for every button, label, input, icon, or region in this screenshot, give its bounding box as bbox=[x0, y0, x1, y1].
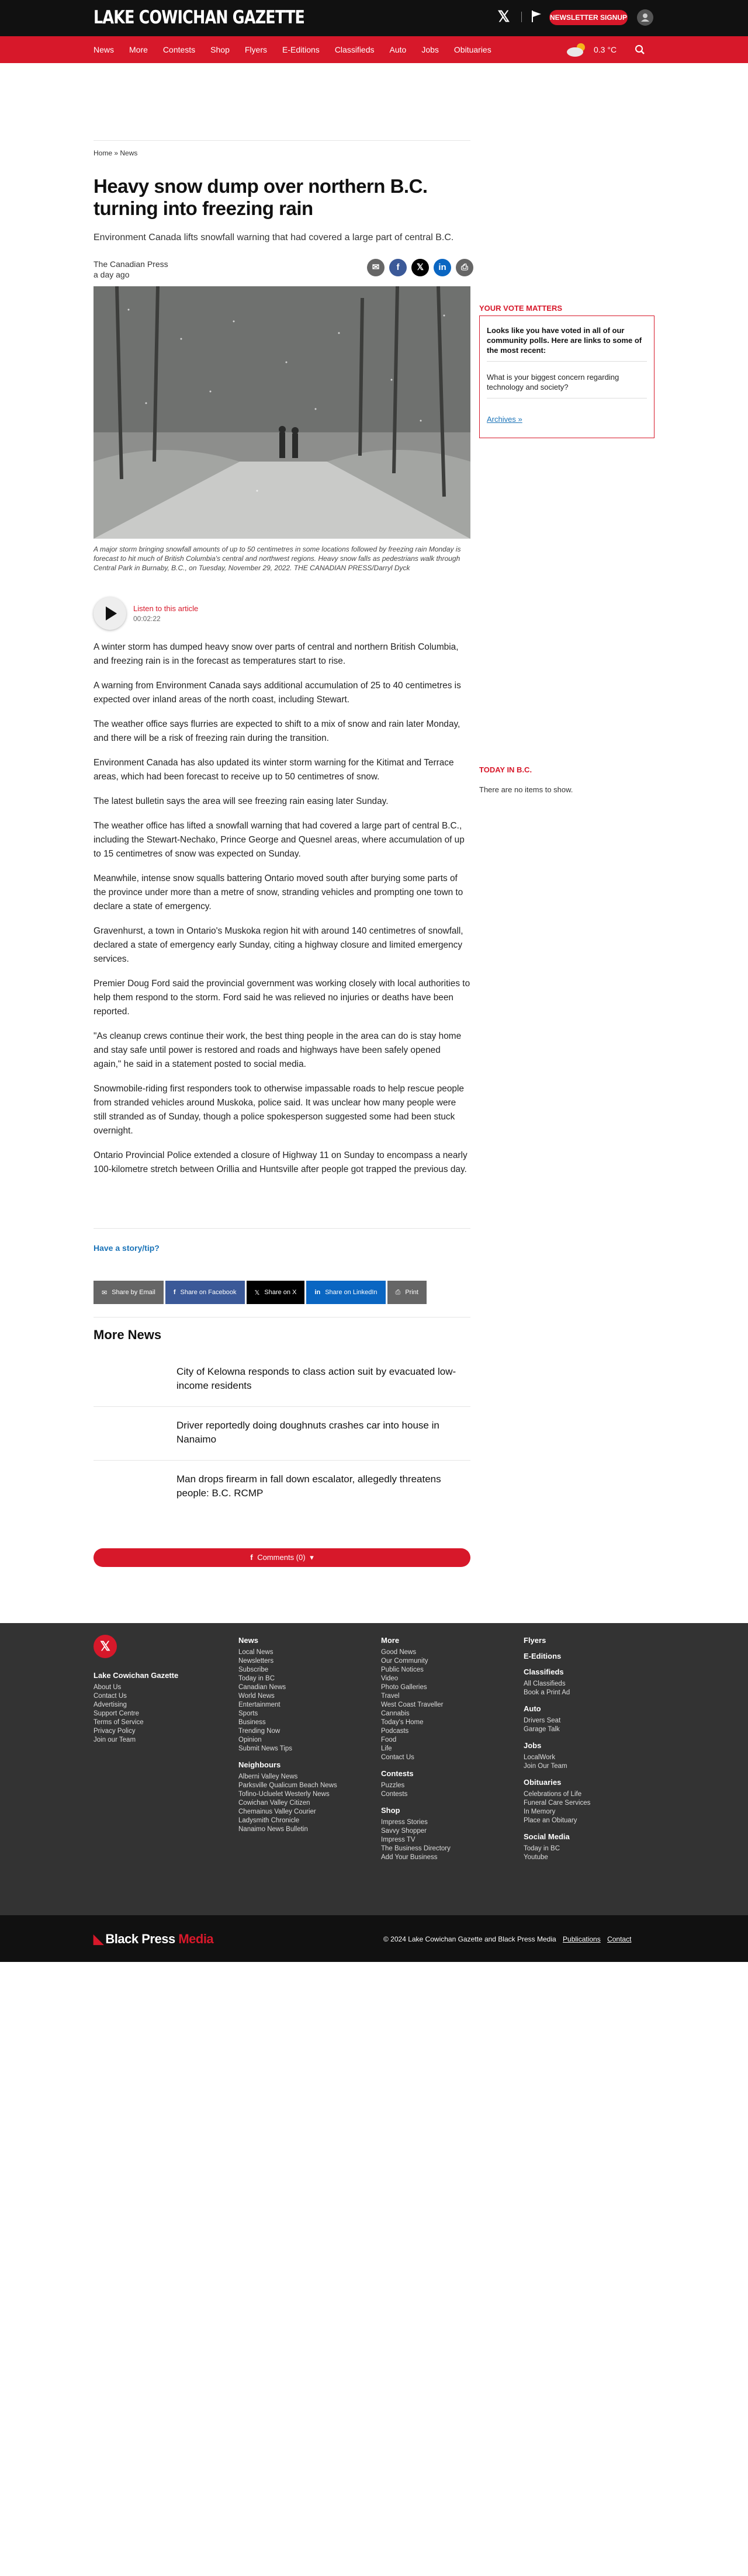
email-share-icon[interactable]: ✉ bbox=[367, 259, 385, 276]
poll-widget bbox=[479, 316, 654, 438]
contact-link[interactable]: Contact bbox=[607, 1935, 632, 1943]
more-news-item[interactable] bbox=[94, 1353, 470, 1407]
more-news-thumbnail[interactable] bbox=[94, 1360, 164, 1400]
listen-duration: 00:02:22 bbox=[133, 615, 161, 623]
more-news-thumbnail[interactable] bbox=[94, 1414, 164, 1454]
linkedin-share-icon[interactable]: in bbox=[434, 259, 451, 276]
footer bbox=[0, 1623, 748, 1915]
footer-link[interactable]: Local News bbox=[238, 1649, 273, 1656]
footer-col-more bbox=[381, 1636, 451, 1862]
footer-link[interactable]: Good News bbox=[381, 1649, 417, 1656]
paragraph: Gravenhurst, a town in Ontario's Muskoka region hit with around 140 centimetres of snowfall, declared a state of emergency early Sunday, citing a highway closure and limited emergency services. bbox=[94, 926, 463, 964]
footer-link[interactable]: Food bbox=[381, 1736, 397, 1743]
footer-link[interactable]: Photo Galleries bbox=[381, 1684, 427, 1691]
facebook-icon: f bbox=[173, 1289, 176, 1296]
footer-link[interactable]: Contact Us bbox=[381, 1754, 414, 1761]
more-news-headline[interactable]: Driver reportedly doing doughnuts crashes car into house in Nanaimo bbox=[176, 1420, 439, 1445]
footer-link[interactable]: Cowichan Valley Citizen bbox=[238, 1800, 310, 1807]
publications-link[interactable]: Publications bbox=[563, 1935, 601, 1943]
share-email-button[interactable]: ✉ Share by Email bbox=[94, 1281, 164, 1304]
nav-jobs[interactable]: Jobs bbox=[421, 45, 439, 54]
more-news-item[interactable] bbox=[94, 1407, 470, 1461]
article-photo[interactable] bbox=[94, 286, 470, 539]
share-bar bbox=[94, 1281, 428, 1304]
more-news-item[interactable] bbox=[94, 1461, 470, 1514]
footer-link[interactable]: Today in BC bbox=[524, 1845, 560, 1852]
footer-link[interactable]: Join our Team bbox=[94, 1736, 136, 1743]
facebook-share-icon[interactable]: f bbox=[389, 259, 407, 276]
weather-widget[interactable] bbox=[565, 41, 617, 58]
divider bbox=[521, 12, 522, 22]
footer-link[interactable]: Podcasts bbox=[381, 1728, 409, 1735]
footer-col-site bbox=[94, 1671, 178, 1745]
footer-link[interactable]: Privacy Policy bbox=[94, 1728, 136, 1735]
footer-link[interactable]: Advertising bbox=[94, 1701, 127, 1708]
photo-caption: A major storm bringing snowfall amounts of up to 50 centimetres in some locations followed by freezing rain Monday is forecast to hit much of British Columbia's central and northwest regions. Heavy snow falls as pedestrians walk through Central Park in Burnaby, B.C., on Tuesday, November 29, 2022. THE CANADIAN PRESS/Darryl Dyck bbox=[94, 545, 461, 572]
footer-link[interactable]: Life bbox=[381, 1745, 392, 1752]
facebook-icon: f bbox=[250, 1553, 253, 1562]
footer-link[interactable]: Join Our Team bbox=[524, 1763, 567, 1770]
footer-link[interactable]: Youtube bbox=[524, 1854, 548, 1861]
footer-link[interactable]: Support Centre bbox=[94, 1710, 139, 1717]
paragraph: Snowmobile-riding first responders took to otherwise impassable roads to help rescue people from stranded vehicles around Muskoka, police said. It was unclear how many people were still stranded as of Sunday, though a police spokesperson suggested some had been stuck overnight. bbox=[94, 1084, 464, 1136]
publish-time: a day ago bbox=[94, 270, 130, 279]
chevron-down-icon: ▾ bbox=[310, 1553, 314, 1562]
paragraph: A winter storm has dumped heavy snow over parts of central and northern British Columbia, and freezing rain is in the forecast as temperatures start to rise. bbox=[94, 642, 459, 666]
footer-heading[interactable]: More bbox=[381, 1636, 400, 1645]
nav-classifieds[interactable]: Classifieds bbox=[334, 45, 375, 54]
author[interactable]: The Canadian Press bbox=[94, 259, 168, 269]
footer-heading[interactable]: Social Media bbox=[524, 1832, 570, 1841]
footer-link[interactable]: Our Community bbox=[381, 1658, 428, 1665]
footer-link[interactable]: Impress Stories bbox=[381, 1819, 428, 1826]
copyright-text: © 2024 Lake Cowichan Gazette and Black Press Media bbox=[383, 1935, 556, 1943]
footer-heading[interactable]: Neighbours bbox=[238, 1760, 281, 1769]
footer-link[interactable]: Public Notices bbox=[381, 1666, 424, 1673]
archives-link[interactable]: Archives » bbox=[487, 415, 522, 424]
x-share-icon[interactable]: 𝕏 bbox=[411, 259, 429, 276]
footer-link[interactable]: Trending Now bbox=[238, 1728, 280, 1735]
footer-heading[interactable]: Flyers bbox=[524, 1636, 546, 1645]
footer-link[interactable]: In Memory bbox=[524, 1808, 556, 1815]
footer-link[interactable]: West Coast Traveller bbox=[381, 1701, 444, 1708]
search-icon[interactable] bbox=[635, 44, 645, 55]
breadcrumb-news[interactable]: News bbox=[120, 149, 138, 157]
footer-link[interactable]: Contests bbox=[381, 1791, 408, 1798]
footer-heading[interactable]: Classifieds bbox=[524, 1667, 564, 1676]
main-nav bbox=[0, 36, 748, 63]
footer-link[interactable]: Funeral Care Services bbox=[524, 1800, 591, 1807]
nav-flyers[interactable]: Flyers bbox=[244, 45, 267, 54]
footer-link[interactable]: Cannabis bbox=[381, 1710, 410, 1717]
footer-link[interactable]: Add Your Business bbox=[381, 1854, 438, 1861]
paragraph: Ontario Provincial Police extended a closure of Highway 11 on Sunday to encompass a nearly 100-kilometre stretch between Orillia and Huntsville after people got trapped the previous day. bbox=[94, 1150, 468, 1174]
newsletter-flag-icon bbox=[531, 9, 543, 23]
poll-intro: Looks like you have voted in all of our community polls. Here are links to some of the most recent: bbox=[487, 326, 642, 355]
more-news-headline[interactable]: City of Kelowna responds to class action suit by evacuated low-income residents bbox=[176, 1366, 456, 1391]
byline bbox=[94, 259, 168, 280]
nav-contests[interactable]: Contests bbox=[162, 45, 196, 54]
black-press-media-logo[interactable]: ◣ Black Press Media bbox=[94, 1932, 214, 1946]
cloudy-weather-icon bbox=[565, 41, 590, 58]
footer-link[interactable]: Submit News Tips bbox=[238, 1745, 293, 1752]
newsletter-signup-button[interactable]: NEWSLETTER SIGNUP bbox=[549, 10, 628, 25]
comments-button[interactable]: f Comments (0) ▾ bbox=[94, 1548, 470, 1567]
footer-link[interactable]: Subscribe bbox=[238, 1666, 269, 1673]
bottom-bar bbox=[0, 1915, 748, 1962]
breadcrumb-home[interactable]: Home bbox=[94, 149, 113, 157]
site-logo-icon[interactable]: 𝕏 bbox=[94, 1635, 117, 1658]
listen-label: Listen to this article bbox=[133, 604, 199, 613]
bpm-chevron-icon: ◣ bbox=[94, 1932, 103, 1946]
vote-heading: YOUR VOTE MATTERS bbox=[479, 304, 563, 313]
footer-heading[interactable]: Obituaries bbox=[524, 1778, 562, 1787]
footer-link[interactable]: Video bbox=[381, 1675, 399, 1682]
linkedin-icon: in bbox=[314, 1289, 321, 1296]
paragraph: Environment Canada has also updated its winter storm warning for the Kitimat and Terrace areas, which had been forecast to receive up to 50 centimetres of snow. bbox=[94, 758, 454, 782]
footer-col-flyers bbox=[524, 1636, 590, 1862]
nav-auto[interactable]: Auto bbox=[389, 45, 407, 54]
today-in-bc-heading: TODAY IN B.C. bbox=[479, 765, 532, 774]
article-title: Heavy snow dump over northern B.C. turning into freezing rain bbox=[94, 175, 428, 219]
paragraph: The weather office says flurries are expected to shift to a mix of snow and rain later Monday, and there will be a risk of freezing rain during the transition. bbox=[94, 719, 460, 743]
footer-heading[interactable]: Shop bbox=[381, 1806, 400, 1815]
footer-heading[interactable]: E-Editions bbox=[524, 1652, 562, 1660]
weather-temp: 0.3 °C bbox=[594, 45, 617, 54]
more-news-title: More News bbox=[94, 1327, 162, 1342]
today-empty-message: There are no items to show. bbox=[479, 785, 573, 794]
nav-obituaries[interactable]: Obituaries bbox=[453, 45, 491, 54]
footer-link[interactable]: Canadian News bbox=[238, 1684, 286, 1691]
share-linkedin-button[interactable]: in Share on LinkedIn bbox=[306, 1281, 385, 1304]
footer-link[interactable]: Opinion bbox=[238, 1736, 262, 1743]
footer-link[interactable]: Travel bbox=[381, 1693, 400, 1700]
footer-link[interactable]: Ladysmith Chronicle bbox=[238, 1817, 300, 1824]
footer-link[interactable]: About Us bbox=[94, 1684, 122, 1691]
breadcrumb bbox=[94, 149, 470, 158]
footer-link[interactable]: Drivers Seat bbox=[524, 1717, 561, 1724]
audio-player[interactable] bbox=[94, 597, 269, 630]
footer-site-name[interactable]: Lake Cowichan Gazette bbox=[94, 1671, 179, 1680]
footer-link[interactable]: Puzzles bbox=[381, 1782, 405, 1789]
share-icons-top bbox=[362, 259, 473, 276]
footer-heading[interactable]: Auto bbox=[524, 1704, 541, 1713]
x-icon: 𝕏 bbox=[254, 1289, 260, 1296]
breadcrumb-separator: » bbox=[114, 149, 119, 157]
footer-link[interactable]: Newsletters bbox=[238, 1658, 274, 1665]
nav-more[interactable]: More bbox=[129, 45, 148, 54]
play-icon bbox=[94, 597, 126, 630]
nav-shop[interactable]: Shop bbox=[210, 45, 230, 54]
footer-link[interactable]: Book a Print Ad bbox=[524, 1689, 570, 1696]
footer-link[interactable]: Savvy Shopper bbox=[381, 1828, 427, 1835]
paragraph: The weather office has lifted a snowfall warning that had covered a large part of central B.C., including the Stewart-Nechako, Prince George and Quesnel areas, where accumulation of up to 15 centimetres of snow was expected on Sunday. bbox=[94, 821, 465, 859]
poll-question-link[interactable]: What is your biggest concern regarding technology and society? bbox=[487, 373, 619, 391]
footer-link[interactable]: Sports bbox=[238, 1710, 258, 1717]
footer-link[interactable]: Garage Talk bbox=[524, 1726, 560, 1733]
print-icon: ⎙ bbox=[395, 1288, 401, 1296]
paragraph: "As cleanup crews continue their work, the best thing people in the area can do is stay home and stay safe until power is restored and roads and highways have been safely opened again," he said in a statement posted to social media. bbox=[94, 1031, 462, 1069]
story-tip-link[interactable]: Have a story/tip? bbox=[94, 1243, 160, 1253]
divider bbox=[94, 140, 470, 141]
print-button[interactable]: ⎙ Print bbox=[387, 1281, 427, 1304]
footer-link[interactable]: Nanaimo News Bulletin bbox=[238, 1826, 308, 1833]
play-button[interactable] bbox=[94, 597, 126, 630]
paragraph: The latest bulletin says the area will see freezing rain easing later Sunday. bbox=[94, 796, 389, 806]
footer-link[interactable]: World News bbox=[238, 1693, 275, 1700]
paragraph: Meanwhile, intense snow squalls battering Ontario moved south after burying some parts of the province under more than a metre of snow, stranding vehicles and prompting one town to declare a state of emergency. bbox=[94, 873, 463, 911]
article-subtitle: Environment Canada lifts snowfall warning that had covered a large part of central B.C. bbox=[94, 233, 454, 242]
footer-link[interactable]: Entertainment bbox=[238, 1701, 280, 1708]
nav-e-editions[interactable]: E-Editions bbox=[282, 45, 320, 54]
paragraph: Premier Doug Ford said the provincial government was working closely with local authorities to help them respond to the storm. Ford said he was relieved no injuries or deaths have been reported. bbox=[94, 979, 470, 1017]
divider bbox=[487, 361, 647, 362]
user-account-icon[interactable] bbox=[637, 9, 653, 26]
footer-link[interactable]: Today's Home bbox=[381, 1719, 424, 1726]
divider bbox=[94, 1317, 470, 1318]
footer-link[interactable]: Terms of Service bbox=[94, 1719, 144, 1726]
footer-link[interactable]: Place an Obituary bbox=[524, 1817, 577, 1824]
footer-col-news bbox=[238, 1636, 337, 1834]
x-social-icon[interactable]: 𝕏 bbox=[497, 8, 510, 25]
footer-link[interactable]: Tofino-Ucluelet Westerly News bbox=[238, 1791, 330, 1798]
site-logo[interactable]: LAKE COWICHAN GAZETTE bbox=[94, 7, 305, 28]
print-icon[interactable]: ⎙ bbox=[456, 259, 473, 276]
divider bbox=[94, 1228, 470, 1229]
footer-link[interactable]: The Business Directory bbox=[381, 1845, 451, 1852]
footer-heading[interactable]: Contests bbox=[381, 1769, 414, 1778]
footer-heading[interactable]: Jobs bbox=[524, 1741, 542, 1750]
more-news-headline[interactable]: Man drops firearm in fall down escalator, allegedly threatens people: B.C. RCMP bbox=[176, 1474, 441, 1499]
email-icon: ✉ bbox=[102, 1289, 108, 1296]
more-news-thumbnail[interactable] bbox=[94, 1468, 164, 1507]
article-body bbox=[94, 640, 470, 1187]
footer-link[interactable]: Chemainus Valley Courier bbox=[238, 1808, 316, 1815]
footer-link[interactable]: Impress TV bbox=[381, 1836, 415, 1843]
paragraph: A warning from Environment Canada says additional accumulation of 25 to 40 centimetres is expected over inland areas of the north coast, including Stewart. bbox=[94, 681, 461, 705]
footer-link[interactable]: Celebrations of Life bbox=[524, 1791, 582, 1798]
nav-news[interactable]: News bbox=[94, 45, 115, 54]
share-x-button[interactable]: 𝕏 Share on X bbox=[247, 1281, 305, 1304]
footer-link[interactable]: Parksville Qualicum Beach News bbox=[238, 1782, 337, 1789]
share-facebook-button[interactable]: f Share on Facebook bbox=[165, 1281, 245, 1304]
copyright bbox=[383, 1935, 631, 1943]
footer-link[interactable]: Today in BC bbox=[238, 1675, 275, 1682]
footer-heading[interactable]: News bbox=[238, 1636, 258, 1645]
footer-link[interactable]: Contact Us bbox=[94, 1693, 127, 1700]
footer-link[interactable]: LocalWork bbox=[524, 1754, 556, 1761]
footer-link[interactable]: All Classifieds bbox=[524, 1680, 566, 1687]
footer-link[interactable]: Business bbox=[238, 1719, 266, 1726]
top-bar bbox=[0, 0, 748, 36]
footer-link[interactable]: Alberni Valley News bbox=[238, 1773, 298, 1780]
